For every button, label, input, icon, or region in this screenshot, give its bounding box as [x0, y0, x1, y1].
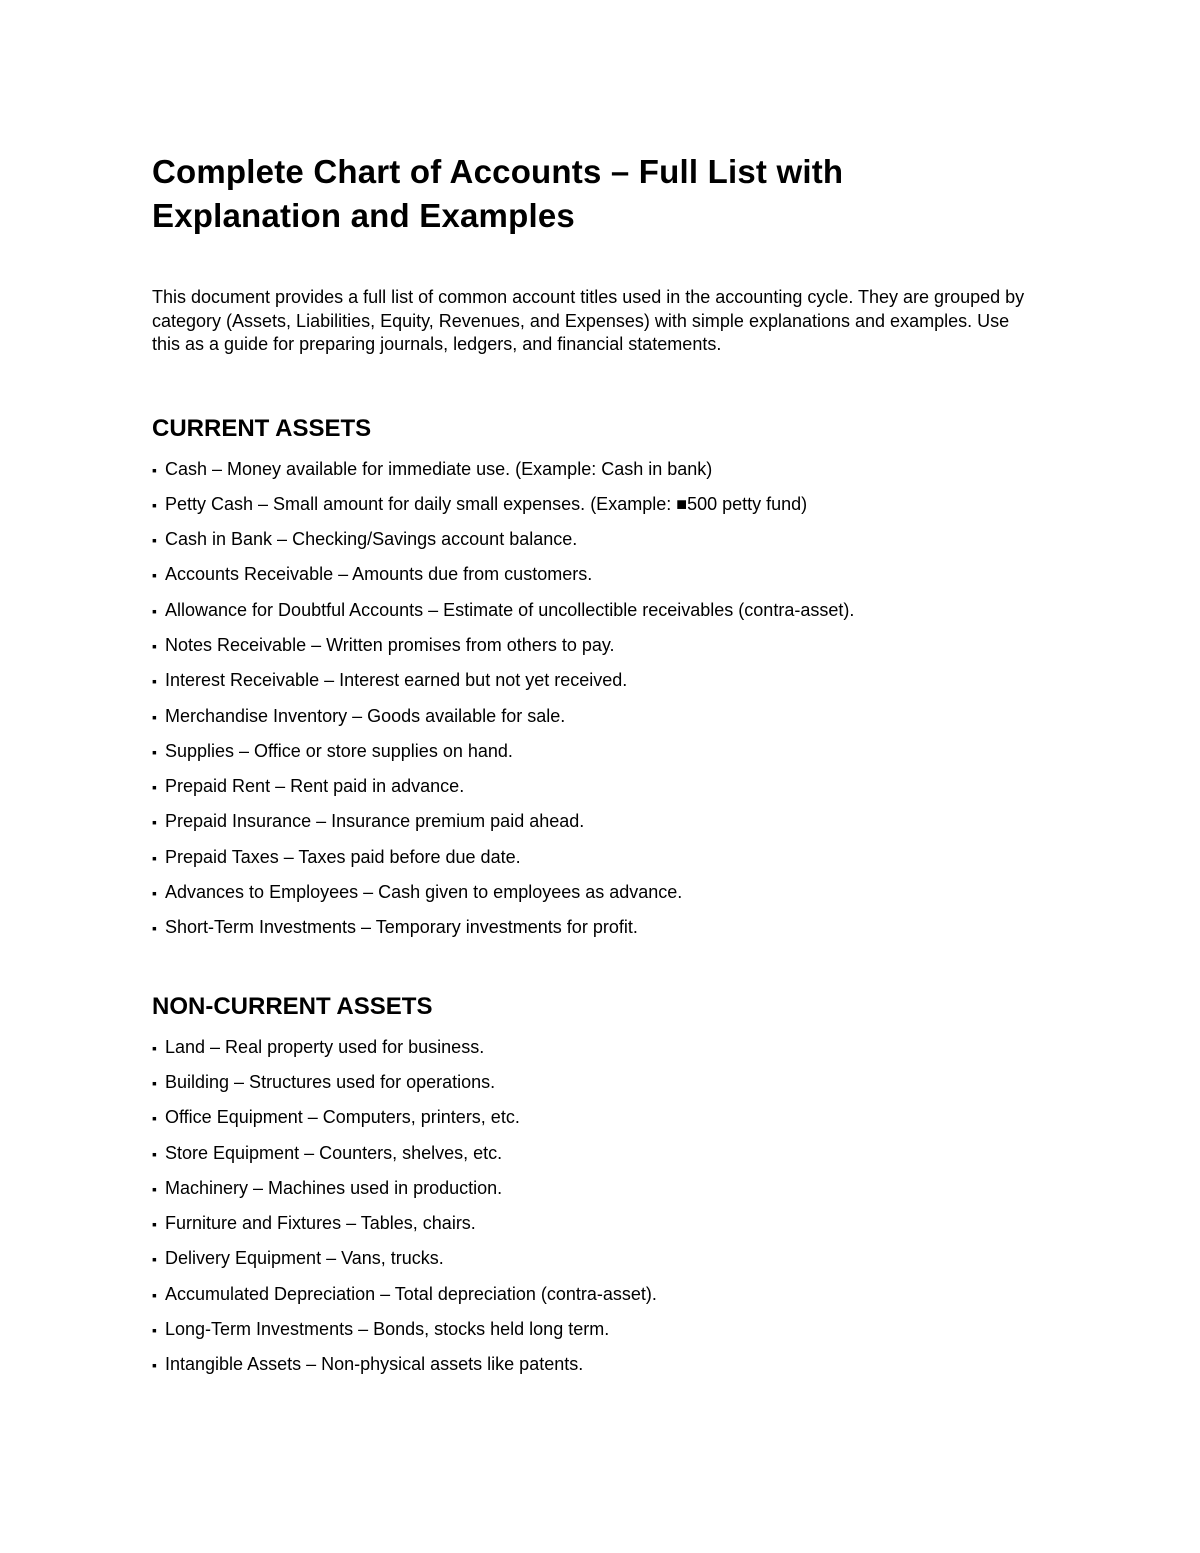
item-text: Accumulated Depreciation – Total depreciation (contra-asset).	[165, 1283, 657, 1304]
bullet-icon: ▪	[152, 1039, 157, 1056]
intro-paragraph: This document provides a full list of common account titles used in the accounting cycle. They are grouped by category (Assets, Liabilities, Equity, Revenues, and Expenses) with simple explanations and examples. Use this as a guide for preparing journals, ledgers, and financial statements.	[152, 287, 1025, 354]
bullet-icon: ▪	[152, 1110, 157, 1127]
non-current-assets-list	[152, 1030, 1052, 1383]
item-text: Notes Receivable – Written promises from others to pay.	[165, 634, 615, 655]
bullet-icon: ▪	[152, 1357, 157, 1374]
list-item	[152, 628, 1052, 663]
bullet-icon: ▪	[152, 496, 157, 513]
list-item	[152, 1100, 1052, 1135]
item-text: Delivery Equipment – Vans, trucks.	[165, 1248, 444, 1269]
list-item	[152, 699, 1052, 734]
item-text: Prepaid Rent – Rent paid in advance.	[165, 776, 465, 797]
item-text: Prepaid Taxes – Taxes paid before due date.	[165, 846, 521, 867]
list-item	[152, 522, 1052, 557]
bullet-icon: ▪	[152, 1145, 157, 1162]
list-item	[152, 1136, 1052, 1171]
bullet-icon: ▪	[152, 532, 157, 549]
list-item	[152, 452, 1052, 487]
current-assets-list	[152, 452, 1052, 946]
item-text: Petty Cash – Small amount for daily small expenses. (Example: ■500 petty fund)	[165, 493, 808, 514]
list-item	[152, 1241, 1052, 1276]
list-item	[152, 1347, 1052, 1382]
bullet-icon: ▪	[152, 779, 157, 796]
bullet-icon: ▪	[152, 637, 157, 654]
item-text: Land – Real property used for business.	[165, 1036, 485, 1057]
document-title	[152, 150, 1052, 238]
bullet-icon: ▪	[152, 1322, 157, 1339]
list-item	[152, 1277, 1052, 1312]
item-text: Interest Receivable – Interest earned but not yet received.	[165, 670, 628, 691]
document-title-line-2: Explanation and Examples	[152, 197, 575, 234]
item-text: Cash – Money available for immediate use. (Example: Cash in bank)	[165, 458, 713, 479]
item-text: Accounts Receivable – Amounts due from customers.	[165, 564, 593, 585]
bullet-icon: ▪	[152, 885, 157, 902]
bullet-icon: ▪	[152, 1251, 157, 1268]
item-text: Long-Term Investments – Bonds, stocks held long term.	[165, 1319, 610, 1340]
bullet-icon: ▪	[152, 708, 157, 725]
list-item	[152, 875, 1052, 910]
item-text: Intangible Assets – Non-physical assets like patents.	[165, 1354, 584, 1375]
item-text: Machinery – Machines used in production.	[165, 1177, 503, 1198]
document-page	[152, 150, 1052, 1383]
section-heading-non-current-assets: NON-CURRENT ASSETS	[152, 992, 433, 1020]
item-text: Allowance for Doubtful Accounts – Estimate of uncollectible receivables (contra-asset).	[165, 599, 855, 620]
item-text: Supplies – Office or store supplies on hand.	[165, 740, 513, 761]
list-item	[152, 557, 1052, 592]
bullet-icon: ▪	[152, 920, 157, 937]
list-item	[152, 804, 1052, 839]
list-item	[152, 1171, 1052, 1206]
item-text: Merchandise Inventory – Goods available for sale.	[165, 705, 566, 726]
bullet-icon: ▪	[152, 849, 157, 866]
item-text: Prepaid Insurance – Insurance premium paid ahead.	[165, 811, 585, 832]
bullet-icon: ▪	[152, 1180, 157, 1197]
bullet-icon: ▪	[152, 1074, 157, 1091]
bullet-icon: ▪	[152, 1286, 157, 1303]
section-heading-current-assets: CURRENT ASSETS	[152, 414, 372, 442]
item-text: Store Equipment – Counters, shelves, etc.	[165, 1142, 503, 1163]
bullet-icon: ▪	[152, 567, 157, 584]
list-item	[152, 840, 1052, 875]
item-text: Advances to Employees – Cash given to employees as advance.	[165, 882, 683, 903]
section-non-current-assets	[152, 992, 1052, 1383]
bullet-icon: ▪	[152, 1216, 157, 1233]
list-item	[152, 1206, 1052, 1241]
bullet-icon: ▪	[152, 743, 157, 760]
list-item	[152, 769, 1052, 804]
list-item	[152, 663, 1052, 698]
bullet-icon: ▪	[152, 673, 157, 690]
list-item	[152, 1312, 1052, 1347]
list-item	[152, 1065, 1052, 1100]
item-text: Building – Structures used for operations.	[165, 1071, 496, 1092]
item-text: Office Equipment – Computers, printers, etc.	[165, 1107, 520, 1128]
list-item	[152, 487, 1052, 522]
list-item	[152, 734, 1052, 769]
section-current-assets	[152, 414, 1052, 946]
item-text: Cash in Bank – Checking/Savings account balance.	[165, 529, 578, 550]
bullet-icon: ▪	[152, 461, 157, 478]
bullet-icon: ▪	[152, 814, 157, 831]
list-item	[152, 593, 1052, 628]
item-text: Furniture and Fixtures – Tables, chairs.	[165, 1213, 476, 1234]
list-item	[152, 1030, 1052, 1065]
bullet-icon: ▪	[152, 602, 157, 619]
list-item	[152, 910, 1052, 945]
document-title-line-1: Complete Chart of Accounts – Full List with	[152, 153, 844, 190]
item-text: Short-Term Investments – Temporary investments for profit.	[165, 917, 638, 938]
